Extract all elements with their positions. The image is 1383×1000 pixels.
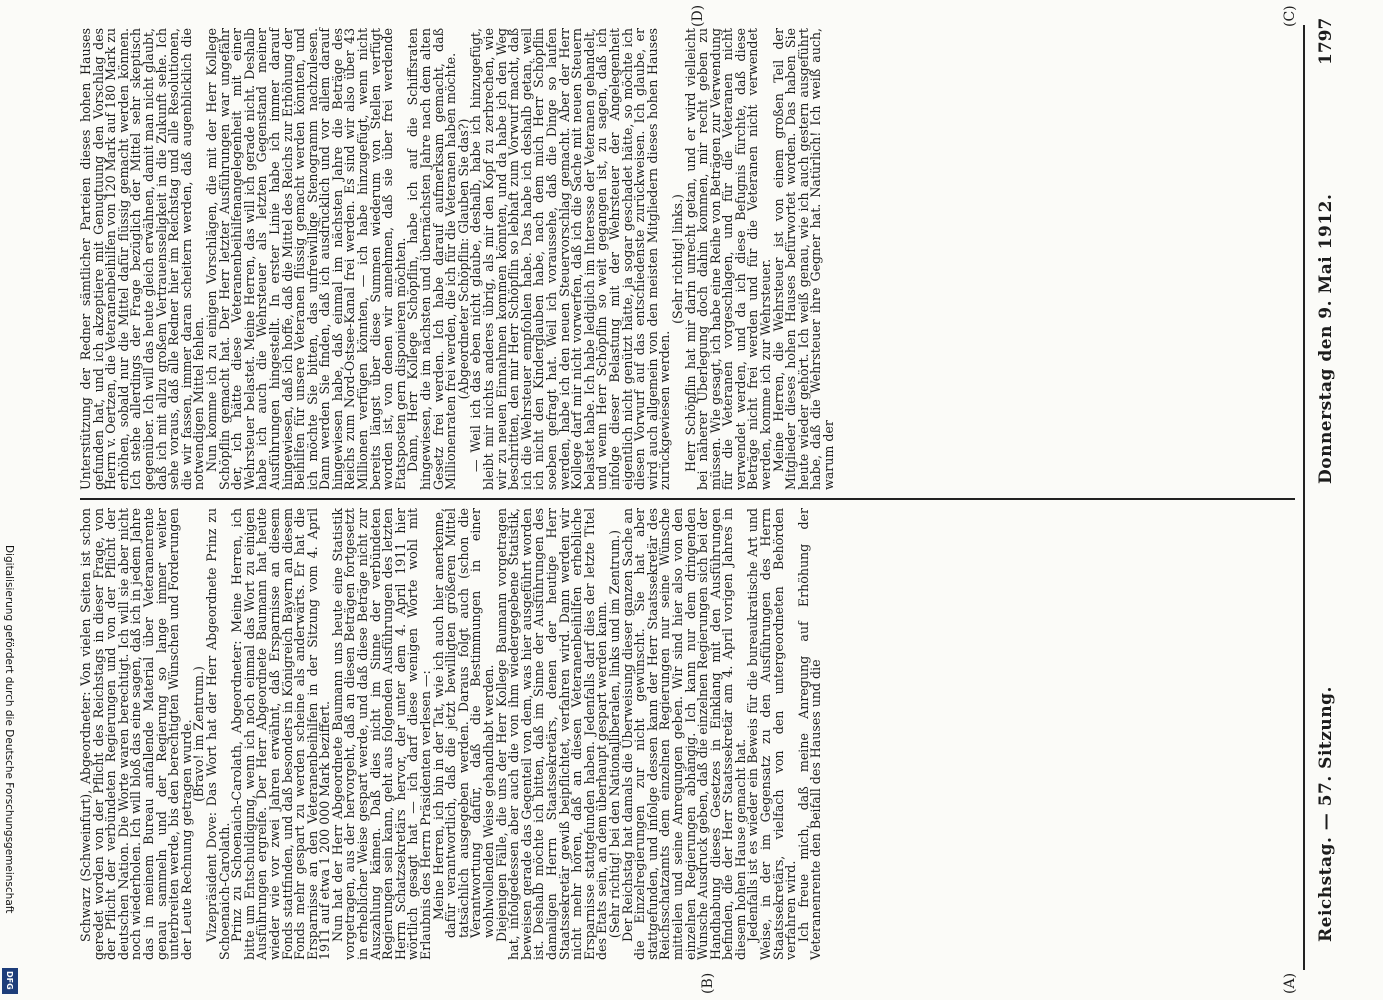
- paragraph: Vizepräsident Dove: Das Wort hat der Herr Abgeordnete Prinz zu Schoenaich-Carolath.: [203, 508, 232, 960]
- paragraph: Nun hat der Herr Abgeordnete Baumann uns heute eine Statistik vorgetragen, aus der hervorgeht, daß an diesen Beträgen fortgesetzt in erheblicher Weise gespart werde, und daß diese Beträge nicht zur Auszahlung kämen. Daß dies nicht im Sinne der verbündeten Regierungen sein kann, geht aus folgenden Ausführungen des letzten Herrn Schatzsekretärs hervor, der unter dem 4. April 1911 hier wörtlich gesagt hat — ich darf diese wenigen Worte wohl mit Erlaubnis des Herrn Präsidenten verlesen —:: [329, 508, 434, 960]
- paragraph: Ich freue mich, daß meine Anregung auf Erhöhung der Veteranenrente den Beifall des Hauses und die: [795, 508, 824, 960]
- interjection-note: (Abgeordneter Schöpflin: Glauben Sie das?): [455, 118, 471, 400]
- logo-text: DFG: [5, 971, 14, 990]
- margin-marker-a: (A): [1282, 972, 1298, 994]
- paragraph: Prinz zu Schoenaich-Carolath, Abgeordneter: Meine Herren, ich bitte um Entschuldigung, wenn ich noch einmal das Wort zu einigen Ausführungen ergreife. Der Herr Abgeordnete Baumann hat heute wieder wie vor zwei Jahren erwähnt, daß Ersparnisse an diesem Fonds stattfinden, und daß besonders in Königreich Bayern an diesem Fonds mehr gespart zu werden scheine als anderwärts. Er hat die Ersparnisse an den Veteranenbeihilfen in der Sitzung vom 4. April 1911 auf etwa 1 200 000 Mark beziffert.: [229, 508, 333, 960]
- applause-note: (Bravo! im Zentrum.): [191, 666, 207, 802]
- margin-marker-b: (B): [700, 972, 716, 994]
- left-text-column: [80, 508, 1298, 960]
- page-number: 1797: [1316, 17, 1336, 65]
- header-rule: [1303, 25, 1305, 970]
- right-text-column: [80, 28, 1298, 490]
- paragraph: Unterstützung der Redner sämtlicher Parteien dieses hohen Hauses gefunden hat, und ich akzeptiere mit Genugtuung den Vorschlag des Herrn v. Oertzen, die Veteranenbeihilfen von 120 Mark auf 180 Mark zu erhöhen, sobald nur die Mittel dafür flüssig gemacht werden können. Ich stehe allerdings der Frage bezüglich der Mittel sehr skeptisch gegenüber. Ich will das heute gleich erwähnen, damit man nicht glaubt, daß ich mit allzu großem Vertrauensseligkeit in die Zukunft sehe. Ich sehe voraus, daß alle Redner hier im Reichstag und alle Resolutionen, die wir fassen, immer daran scheitern werden, daß augenblicklich die notwendigen Mittel fehlen.: [78, 28, 207, 490]
- paragraph: Schwarz (Schweinfurt), Abgeordneter: Von vielen Seiten ist schon geredet worden von der Pflicht des Reichstags in dieser Frage, von der Pflicht der verbündeten Regierungen und von der Pflicht der deutschen Nation. Die Worte waren berechtigt. Ich will sie aber nicht noch wiederholen. Ich will bloß das eine sagen, daß ich in jedem Jahre das in meinem Bureau anfallende Material über Veteranenrente genau sammeln und der Regierung so lange immer weiter unterbreiten werde, bis den berechtigten Wünschen und Forderungen der Leute Rechnung getragen wurde.: [78, 507, 194, 960]
- running-header-right: Donnerstag den 9. Mai 1912.: [1316, 193, 1336, 484]
- column-divider: [80, 498, 1295, 500]
- funding-watermark: [1, 545, 19, 985]
- watermark-text: Digitalisierung gefördert durch die Deutsche Forschungsgemeinschaft: [3, 545, 15, 914]
- paragraph: Jedenfalls ist es wieder ein Beweis für die bureaukratische Art und Weise, in der im Gegensatz zu den Ausführungen des Herrn Staatssekretärs, vielfach von den untergeordneten Behörden verfahren wird.: [745, 508, 799, 960]
- block-quote: Meine Herren, ich bin in der Tat, wie ich auch hier anerkenne, dafür verantwortlich, daß die jetzt bewilligten größeren Mittel tatsächlich ausgegeben werden. Daraus folgt auch (schon die Verantwortung dafür, daß die Bestimmungen in einer wohlwollenden Weise gehandhabt werden.: [430, 508, 496, 938]
- margin-marker-d: (D): [690, 4, 706, 27]
- applause-note: (Sehr richtig! links.): [669, 194, 685, 324]
- margin-marker-c: (C): [1282, 5, 1298, 27]
- paragraph: Herr Schöpflin hat mir darin unrecht getan, und er wird vielleicht bei näherer Überlegung doch dahin kommen, mir recht geben zu müssen. Wie gesagt, ich habe eine Reihe von Beträgen zur Verwendung für die Veteranen vorgeschlagen, und für die Veteranen nicht verwendet werden, und da ich diese Befugnis fürchte, daß diese Beträge nicht frei werden und für die Veteranen nicht verwendet werden, komme ich zur Wehrsteuer.: [682, 28, 774, 490]
- running-header-left: Reichstag. — 57. Sitzung.: [1316, 686, 1336, 942]
- paragraph: Meine Herren, die Wehrsteuer ist von einem großen Teil der Mitglieder dieses hohen Hauses befürwortet worden. Das haben Sie heute wieder gehört. Ich weiß genau, wie ich auch gestern ausgeführt habe, daß die Wehrsteuer ihre Gegner hat. Natürlich! Ich weiß auch, warum der: [770, 28, 837, 490]
- paragraph: — Weil ich das eben nicht glaube, deshalb, habe ich hinzugefügt, bleibt mir nichts anderes übrig, als mir den Kopf zu zerbrechen, wie wir zu neuen Einnahmen kommen könnten, und da habe ich den Weg beschritten, den mir Herr Schöpflin so lebhaft zum Vorwurf macht, daß ich die Wehrsteuer empfohlen habe. Das habe ich deshalb getan, weil ich nicht den Kinderglauben habe, nach dem mich Herr Schöpflin soeben gefragt hat. Weil ich voraussehe, daß die Dinge so laufen werden, habe ich den neuen Steuervorschlag gemacht. Aber der Herr Kollege darf mir nicht vorwerfen, daß ich die Sache mit neuen Steuern belastet habe. Ich habe lediglich im Interesse der Veteranen gehandelt, und wenn Herr Schöpflin so weit gegangen ist, zu sagen, daß ich infolge dieser Belastung mit der Wehrsteuer der Angelegenheit eigentlich nicht genützt hätte, ja sogar geschadet hätte, so möchte ich diesen Vorwurf auf das entschiedenste zurückweisen. Ich glaube, er wird auch allgemein von den meisten Mitgliedern dieses hohen Hauses zurückgewiesen werden.: [468, 28, 673, 490]
- dfg-logo-icon: [2, 968, 18, 994]
- paragraph: Dann, Herr Kollege Schöpflin, habe ich auf die Schiffsraten hingewiesen, die im nächsten und übernächsten Jahre nach dem alten Gesetz frei werden. Ich habe darauf aufmerksam gemacht, daß Millionenraten frei werden, die ich für die Veteranen haben möchte.: [405, 28, 459, 490]
- paragraph: Der Reichstag hat damals die Überweisung dieser ganzen Sache an die Einzelregierungen zur nicht gewünscht. Sie hat aber stattgefunden, und infolge dessen kann der Herr Staatssekretär des Reichsschatzamts dem einzelnen Regierungen nur seine Wünsche mitteilen und seine Anregungen geben. Wir sind hier also von den einzelnen Regierungen abhängig. Ich kann nur dem dringenden Wunsche Ausdruck geben, daß die einzelnen Regierungen sich bei der Handhabung dieses Gesetzes in Einklang mit den Ausführungen befinden, die der Herr Staatssekretär am 4. April vorigen Jahres in diesem hohen Hause gemacht hat.: [619, 508, 748, 960]
- applause-note: (Sehr richtig! bei den Nationalliberalen, links und im Zentrum.): [606, 529, 622, 939]
- paragraph: Diejenigen Fälle, die uns der Herr Kollege Baumann vorgetragen hat, infolgedessen aber auch die von ihm wiedergegebene Statistik, beweisen gerade das Gegenteil von dem, was hier ausgeführt worden ist. Deshalb möchte ich bitten, daß im Sinne der Ausführungen des damaligen Herrn Staatssekretärs, denen der heutige Herr Staatssekretär gewiß beipflichtet, verfahren wird. Dann werden wir nicht mehr hören, daß an diesen Veteranenbeihilfen erhebliche Ersparnisse stattgefunden haben. Jedenfalls darf dies der letzte Titel des Etats sein, an dem überhaupt gespart werden kann.: [493, 508, 610, 960]
- paragraph: Nun komme ich zu einigen Vorschlägen, die mit der Herr Kollege Schöpflin gemacht hat. Der Herr letzter Ausführungen war ungefähr der, ich hätte diese Veteranenbeihilfenangelegenheit mit einer Wehrsteuer belastet. Meine Herren, das will ich gerade nicht. Deshalb habe ich auch die Wehrsteuer als letzten Gegenstand meiner Ausführungen hingestellt. In erster Linie habe ich immer darauf hingewiesen, daß ich hoffe, daß die Mittel des Reichs zur Erhöhung der Beihilfen für unsere Veteranen flüssig gemacht werden könnten, und ich möchte Sie bitten, das unfreiwillige Stenogramm nachzulesen. Dann werden Sie finden, daß ich ausdrücklich und vor allem darauf hingewiesen habe, daß einmal im nächsten Jahre die Beträge des Reichs zum Nord-Ostsee-Kanal frei werden. Es sind wir also über 43 Millionen verfügen könnten, — ich habe hinzugefügt, wenn nicht bereits längst über diese Summen wiederum von Stellen verfügt worden ist, von denen wir annehmen, daß sie über frei werdende Etatsposten gern disponieren möchten.: [203, 28, 408, 490]
